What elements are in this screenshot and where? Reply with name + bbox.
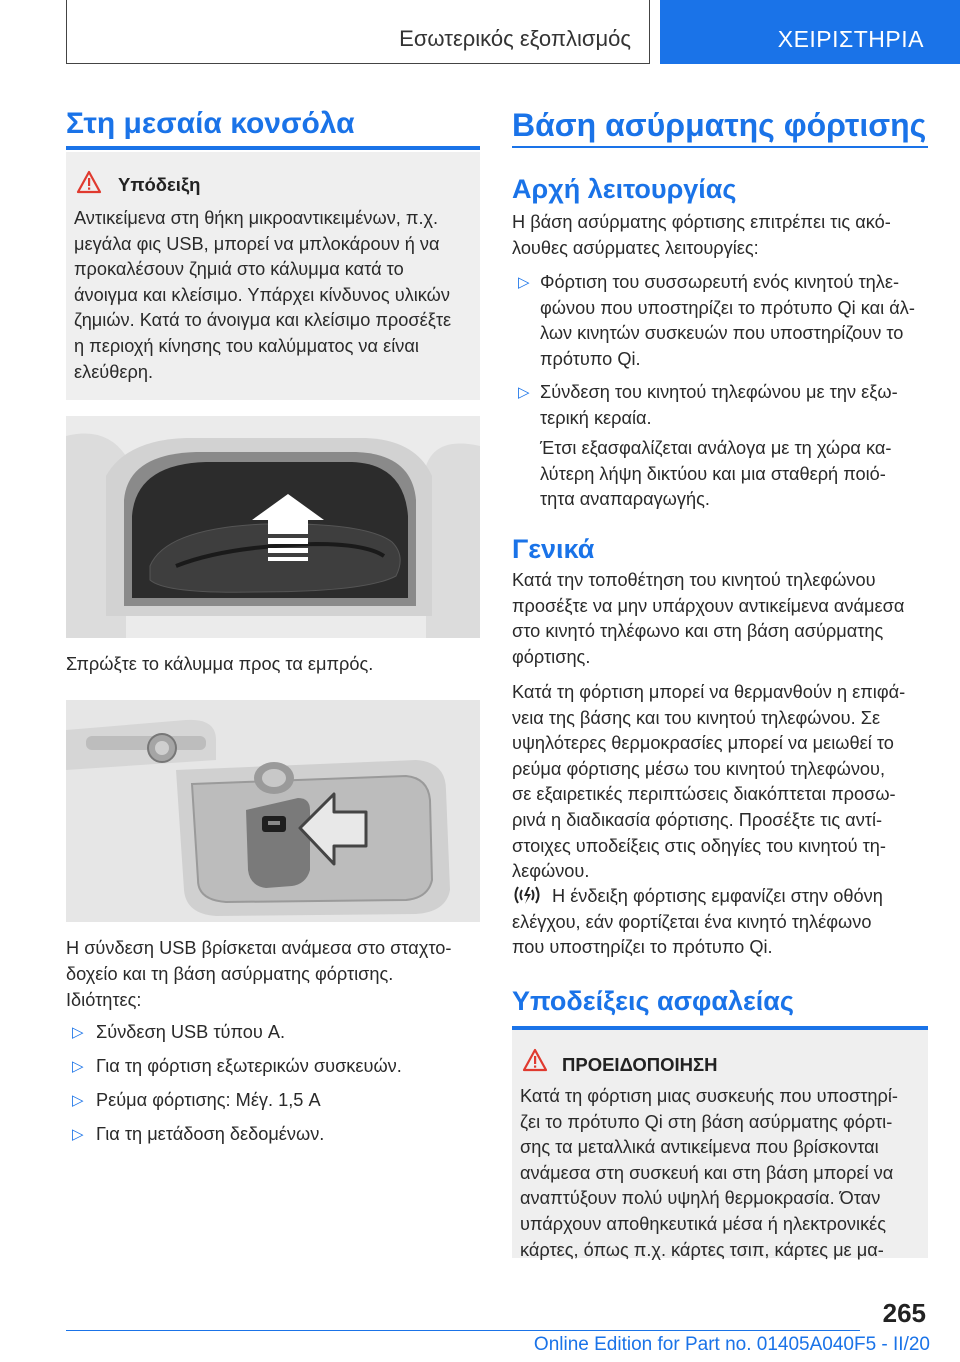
section-tab xyxy=(66,0,650,64)
caption-push-cover: Σπρώξτε το κάλυμμα προς τα εμπρός. xyxy=(66,654,374,674)
bullet-triangle-icon: ▷ xyxy=(72,1092,84,1109)
bullet-triangle-icon: ▷ xyxy=(72,1126,84,1143)
chapter-title: ΧΕΙΡΙΣΤΗΡΙΑ xyxy=(777,26,924,52)
note-box xyxy=(66,152,480,400)
section-title: Εσωτερικός εξοπλισμός xyxy=(399,26,631,51)
warning-triangle-icon xyxy=(522,1048,548,1072)
section-heading-center-console: Στη μεσαία κονσόλα xyxy=(66,107,355,140)
property-item: Ρεύμα φόρτισης: Μέγ. 1,5 A xyxy=(96,1090,321,1110)
properties-label: Ιδιότητες: xyxy=(66,990,142,1010)
principle-bullet-antenna-detail: Έτσι εξασφαλίζεται ανάλογα με τη χώρα κα- λύτερη λήψη δικτύου και μια σταθερή ποιό- τητα αναπαραγωγής. xyxy=(540,438,892,510)
note-title: Υπόδειξη xyxy=(118,174,201,195)
usb-port-illustration xyxy=(66,700,480,922)
bullet-triangle-icon: ▷ xyxy=(518,384,530,401)
note-body: Αντικείμενα στη θήκη μικροαντικειμένων, π.χ. μεγάλα φις USB, μπορεί να μπλοκάρουν ή να προκαλέσουν ζημιά στο κάλυμμα κατά το άνοιγμα και κλείσιμο. Υπάρχει κίνδυνος υλικών ζημιών. Κατά το άνοιγμα και κλείσιμο προσέξτε η περιοχή κίνησης του καλύμματος να είναι ελεύθερη. xyxy=(74,208,452,382)
subheading-safety: Υποδείξεις ασφαλείας xyxy=(512,986,794,1016)
property-item: Σύνδεση USB τύπου A. xyxy=(96,1022,286,1042)
subheading-general: Γενικά xyxy=(512,534,595,564)
compartment-cover-photo xyxy=(66,416,480,638)
footer-rule xyxy=(66,1330,860,1331)
section-heading-wireless-charging: Βάση ασύρματης φόρτισης xyxy=(512,107,927,143)
principle-bullet-charging: Φόρτιση του συσσωρευτή ενός κινητού τηλε- φώνου που υποστηρίζει το πρότυπο Qi και άλ- λων κινητών συσκευών που υποστηρίζουν το πρότυπο Qi. xyxy=(540,272,915,369)
warning-title: ΠΡΟΕΙΔΟΠΟΙΗΣΗ xyxy=(562,1054,718,1075)
warning-triangle-icon xyxy=(76,170,102,194)
heading-rule xyxy=(66,146,480,150)
property-item: Για τη φόρτιση εξωτερικών συσκευών. xyxy=(96,1056,402,1076)
warning-body: Κατά τη φόρτιση μιας συσκευής που υποστηρί- ζει το πρότυπο Qi στη βάση ασύρματης φόρτι- σης τα μεταλλικά αντικείμενα που βρίσκονται ανάμεσα στη συσκευή και στη βάση μπορεί να αναπτύξουν πολύ υψηλή θερμοκρασία. Όταν υπάρχουν αποθηκευτικά μέσα ή ηλεκτρονικές κάρτες, όπως π.χ. κάρτες τσιπ, κάρτες με μα- xyxy=(520,1086,898,1260)
compartment-cover-illustration xyxy=(66,416,480,638)
usb-port-photo xyxy=(66,700,480,922)
general-paragraph-indicator: Η ένδειξη φόρτισης εμφανίζει στην οθόνη ελέγχου, εάν φορτίζεται ένα κινητό τηλέφωνο που υποστηρίζει το πρότυπο Qi. xyxy=(512,886,883,958)
general-paragraph-heat: Κατά τη φόρτιση μπορεί να θερμανθούν η επιφά- νεια της βάσης και του κινητού τηλεφώνου. Σε υψηλότερες θερμοκρασίες μπορεί να μειωθεί το ρεύμα φόρτισης μέσω του κινητού τηλεφώνου, σε εξαιρετικές περιπτώσεις διακόπτεται προσω- ρινά η διαδικασία φόρτισης. Προσέξτε τις αντί- στοιχες υποδείξεις στις οδηγίες του κινητού τη- λεφώνου. xyxy=(512,682,906,882)
bullet-triangle-icon: ▷ xyxy=(72,1058,84,1075)
general-paragraph-placement: Κατά την τοποθέτηση του κινητού τηλεφώνου προσέξτε να μην υπάρχουν αντικείμενα ανάμεσα στο κινητό τηλέφωνο και στη βάση ασύρματης φόρτισης. xyxy=(512,570,905,667)
warning-box xyxy=(512,1030,928,1258)
property-item: Για τη μετάδοση δεδομένων. xyxy=(96,1124,325,1144)
heading-rule xyxy=(512,146,928,148)
page-number: 265 xyxy=(882,1298,926,1328)
subheading-principle: Αρχή λειτουργίας xyxy=(512,174,737,204)
chapter-tab xyxy=(660,0,960,64)
principle-text: Η βάση ασύρματης φόρτισης επιτρέπει τις ακό- λουθες ασύρματες λειτουργίες: xyxy=(512,212,891,258)
principle-bullet-antenna: Σύνδεση του κινητού τηλεφώνου με την εξω- τερική κεραία. xyxy=(540,382,898,428)
bullet-triangle-icon: ▷ xyxy=(518,274,530,291)
caption-usb-location: Η σύνδεση USB βρίσκεται ανάμεσα στο σταχτο- δοχείο και τη βάση ασύρματης φόρτισης. xyxy=(66,938,452,984)
bullet-triangle-icon: ▷ xyxy=(72,1024,84,1041)
edition-note: Online Edition for Part no. 01405A040F5 - II/20 xyxy=(533,1334,930,1355)
page-header xyxy=(0,0,960,66)
